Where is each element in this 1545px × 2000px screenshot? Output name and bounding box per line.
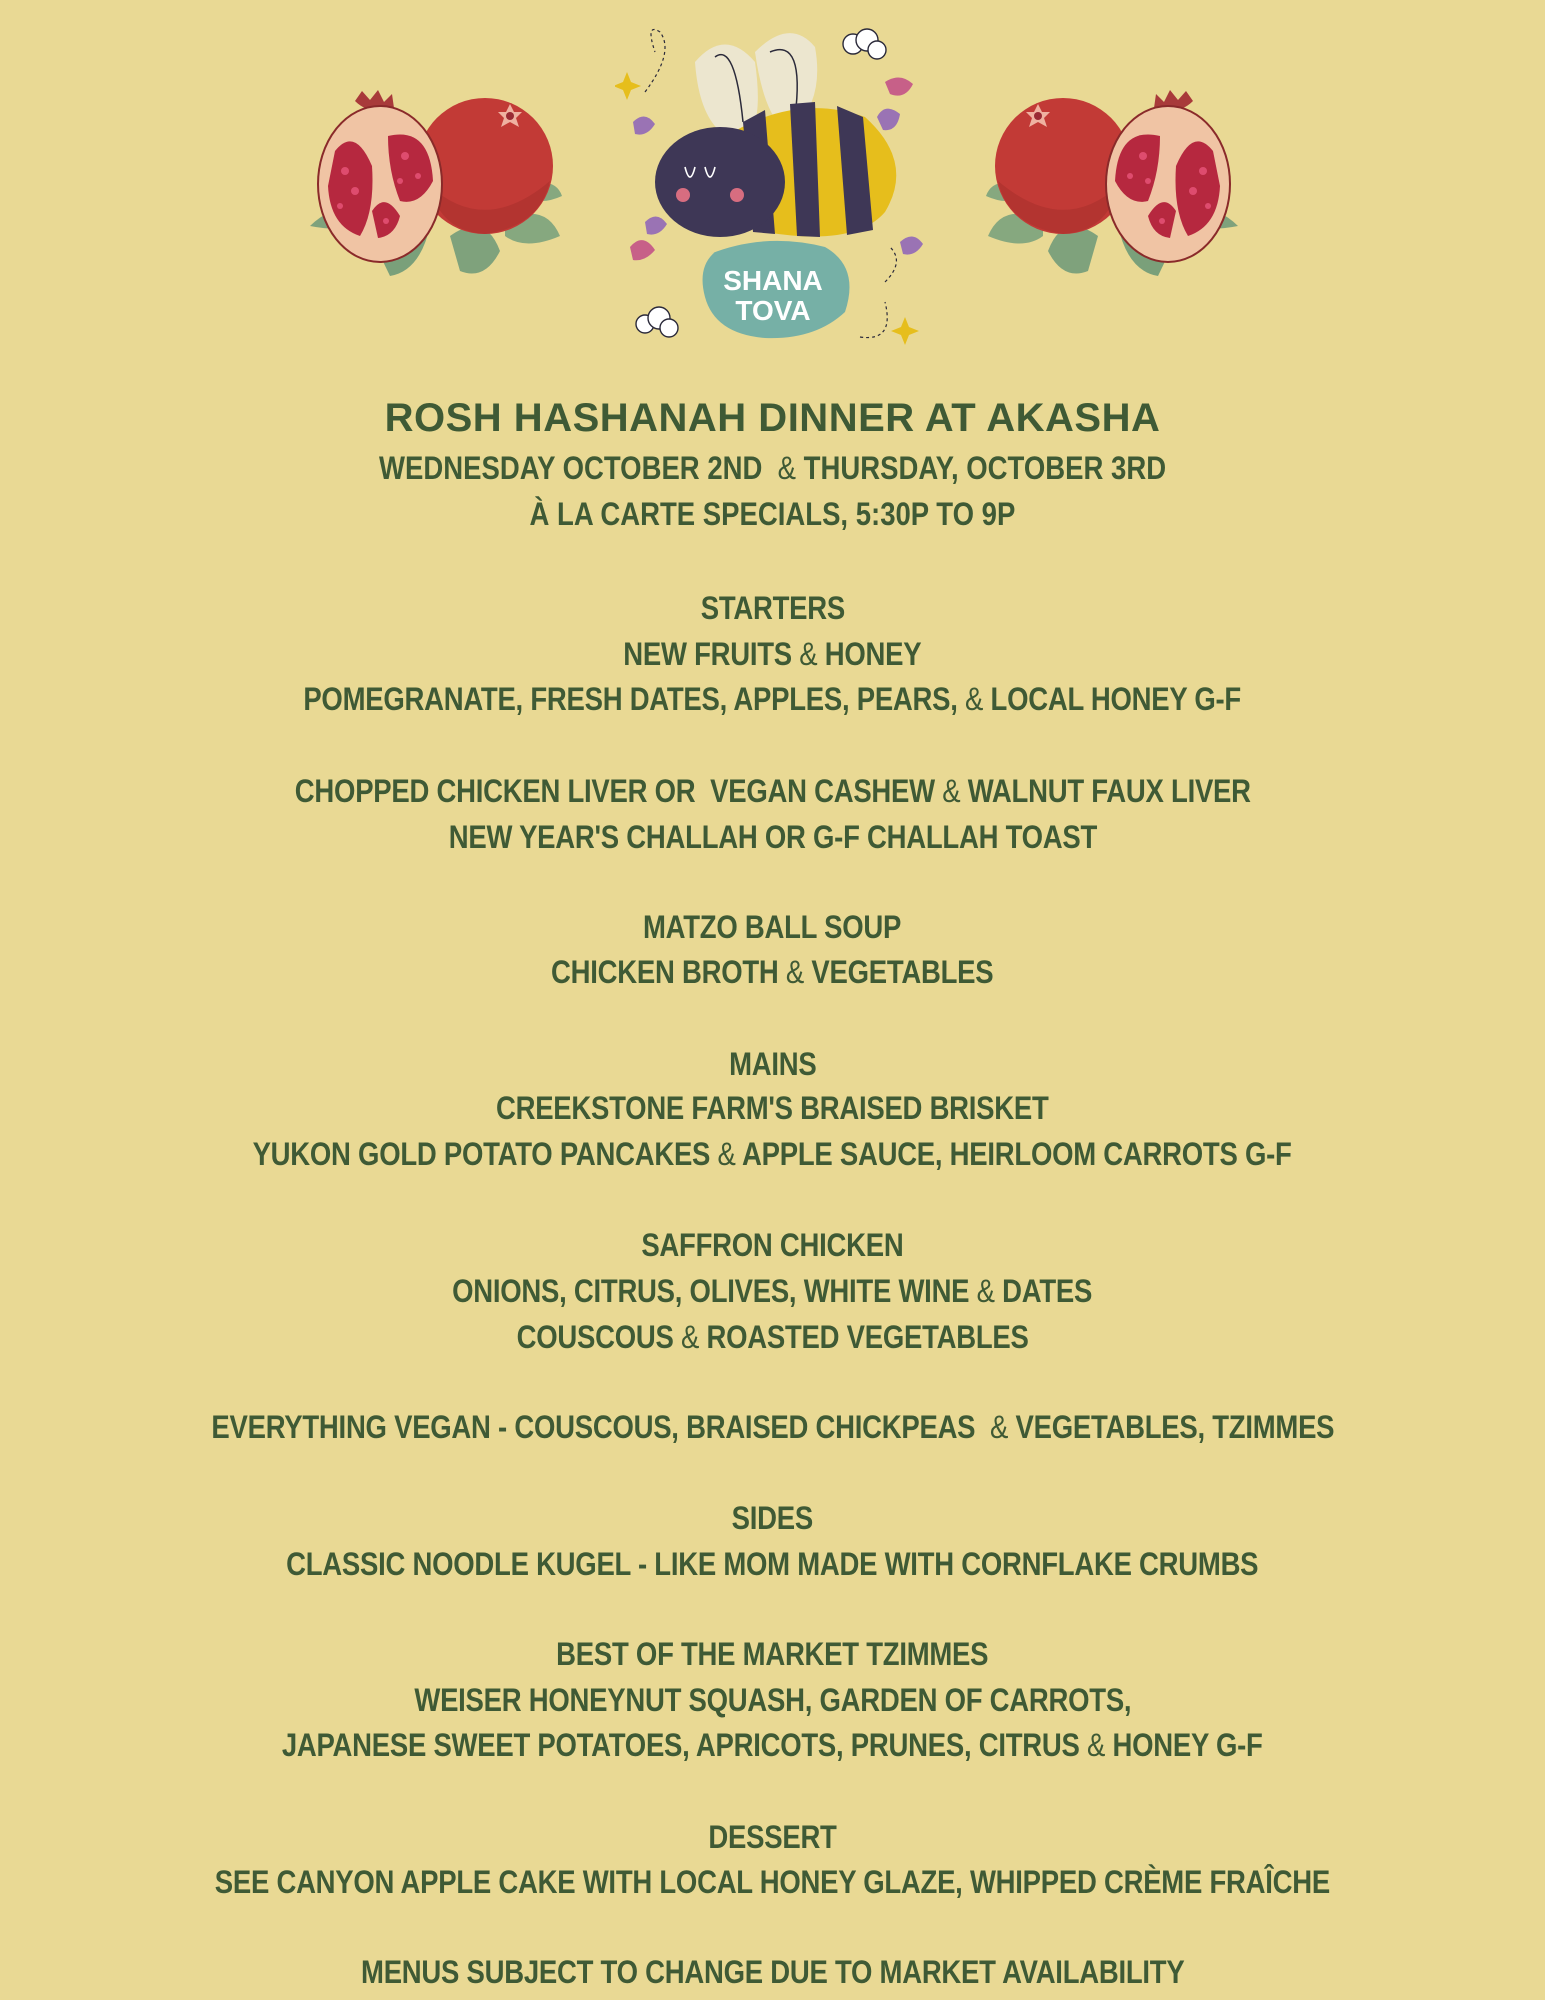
- sparkle-icon: [891, 317, 919, 345]
- bee-head: [655, 127, 785, 237]
- pomegranate-left-illustration: [300, 86, 570, 282]
- sparkle-icon: [615, 72, 641, 100]
- section-heading-dessert: [0, 1821, 1545, 1853]
- section-heading-text: DESSERT: [708, 1819, 837, 1855]
- menu-item-description: [0, 1321, 1545, 1353]
- menu-item-name: [0, 775, 1545, 807]
- ampersand: &: [989, 1409, 1008, 1445]
- cloud-icon: [636, 307, 678, 337]
- menu-item-name: [0, 1092, 1545, 1124]
- menu-line-text: COUSCOUS & ROASTED VEGETABLES: [516, 1319, 1029, 1355]
- menu-disclaimer-text: MENUS SUBJECT TO CHANGE DUE TO MARKET AVAILABILITY: [360, 1954, 1185, 1990]
- menu-disclaimer: [0, 1956, 1545, 1988]
- section-heading-sides: [0, 1502, 1545, 1534]
- ampersand: &: [777, 450, 796, 486]
- menu-line-text: CHOPPED CHICKEN LIVER OR VEGAN CASHEW & WALNUT FAUX LIVER: [294, 773, 1251, 809]
- menu-title-text: ROSH HASHANAH DINNER AT AKASHA: [384, 396, 1161, 440]
- menu-item-name: [0, 1548, 1545, 1580]
- event-dates: [0, 452, 1545, 484]
- menu-item-name: [0, 1866, 1545, 1898]
- menu-item-description: [0, 1684, 1545, 1716]
- ampersand: &: [717, 1136, 737, 1172]
- menu-item-description: [0, 956, 1545, 988]
- badge-line-1: SHANA: [723, 265, 823, 296]
- menu-item-description: [0, 1729, 1545, 1761]
- menu-line-text: YUKON GOLD POTATO PANCAKES & APPLE SAUCE, HEIRLOOM CARROTS G-F: [252, 1136, 1292, 1172]
- menu-item-name: [0, 1229, 1545, 1261]
- menu-line-text: WEISER HONEYNUT SQUASH, GARDEN OF CARROTS,: [414, 1682, 1131, 1718]
- menu-line-text: SAFFRON CHICKEN: [641, 1227, 904, 1263]
- event-hours: [0, 498, 1545, 530]
- menu-line-text: NEW YEAR'S CHALLAH OR G-F CHALLAH TOAST: [448, 819, 1097, 855]
- menu-line-text: POMEGRANATE, FRESH DATES, APPLES, PEARS, & LOCAL HONEY G-F: [303, 681, 1242, 717]
- section-heading-starters: [0, 592, 1545, 624]
- menu-item-name: [0, 911, 1545, 943]
- ampersand: &: [977, 1273, 996, 1309]
- section-heading-text: MAINS: [728, 1046, 817, 1082]
- menu-line-text: ONIONS, CITRUS, OLIVES, WHITE WINE & DATES: [452, 1273, 1093, 1309]
- badge-line-2: TOVA: [735, 295, 811, 326]
- section-heading-text: SIDES: [731, 1500, 814, 1536]
- section-heading-text: STARTERS: [700, 590, 845, 626]
- menu-line-text: CLASSIC NOODLE KUGEL - LIKE MOM MADE WITH CORNFLAKE CRUMBS: [286, 1546, 1259, 1582]
- menu-title: [0, 398, 1545, 438]
- menu-item-description: [0, 683, 1545, 715]
- menu-item-description: [0, 821, 1545, 853]
- menu-item-description: [0, 1275, 1545, 1307]
- ampersand: &: [965, 681, 984, 717]
- menu-line-text: JAPANESE SWEET POTATOES, APRICOTS, PRUNES, CITRUS & HONEY G-F: [282, 1727, 1263, 1763]
- menu-item-name: [0, 1411, 1545, 1443]
- ampersand: &: [799, 636, 818, 672]
- menu-line-text: CHICKEN BROTH & VEGETABLES: [551, 954, 994, 990]
- cloud-icon: [843, 29, 886, 59]
- menu-line-text: EVERYTHING VEGAN - COUSCOUS, BRAISED CHICKPEAS & VEGETABLES, TZIMMES: [211, 1409, 1334, 1445]
- menu-line-text: NEW FRUITS & HONEY: [623, 636, 922, 672]
- menu-line-text: MATZO BALL SOUP: [643, 909, 902, 945]
- event-hours-text: À LA CARTE SPECIALS, 5:30P TO 9P: [529, 496, 1016, 532]
- ampersand: &: [680, 1319, 699, 1355]
- ampersand: &: [786, 954, 805, 990]
- section-heading-mains: [0, 1048, 1545, 1080]
- menu-item-name: [0, 1638, 1545, 1670]
- menu-item-name: [0, 638, 1545, 670]
- event-dates-text: WEDNESDAY OCTOBER 2ND & THURSDAY, OCTOBER 3RD: [378, 450, 1167, 486]
- menu-line-text: CREEKSTONE FARM'S BRAISED BRISKET: [496, 1090, 1049, 1126]
- menu-line-text: BEST OF THE MARKET TZIMMES: [556, 1636, 989, 1672]
- pomegranate-right-illustration: [978, 86, 1248, 282]
- menu-item-description: [0, 1138, 1545, 1170]
- ampersand: &: [941, 773, 961, 809]
- ampersand: &: [1087, 1727, 1106, 1763]
- menu-line-text: SEE CANYON APPLE CAKE WITH LOCAL HONEY GLAZE, WHIPPED CRÈME FRAÎCHE: [214, 1864, 1331, 1900]
- bee-shana-tova-illustration: [615, 22, 945, 357]
